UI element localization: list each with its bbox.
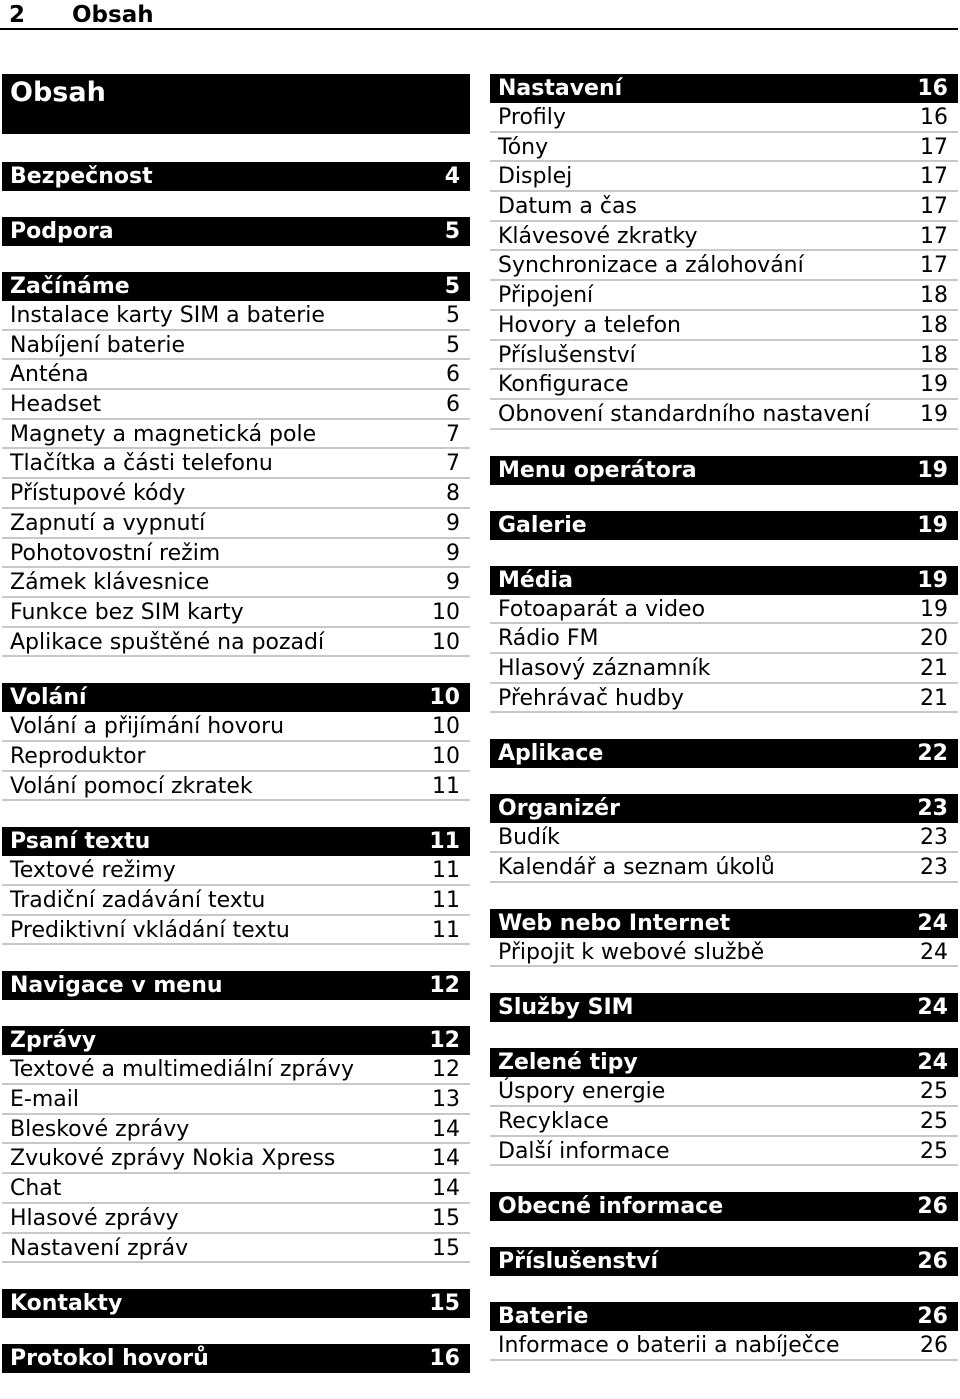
section-page-number: 22 [917,741,948,767]
toc-entry[interactable] [2,1115,470,1145]
toc-section-baterie [490,1302,958,1361]
page-number: 2 [9,2,26,28]
section-title: Aplikace [498,741,604,767]
entry-page-number: 18 [920,312,948,338]
entry-page-number: 7 [446,451,460,477]
toc-section-zpravy [2,1026,470,1263]
toc-entry[interactable] [2,742,470,772]
entry-label: Chat [10,1176,62,1202]
section-page-number: 5 [444,274,460,299]
toc-entry[interactable] [2,301,470,331]
toc-section-heading[interactable] [490,456,958,485]
section-page-number: 4 [444,164,460,189]
toc-section-nastaveni [490,74,958,430]
entry-page-number: 19 [920,372,948,398]
section-title: Podpora [10,219,114,244]
toc-entry[interactable] [2,1204,470,1234]
toc-section-obecne-informace [490,1192,958,1221]
section-page-number: 12 [429,1028,460,1054]
section-title: Obecné informace [498,1194,724,1220]
entry-label: Tóny [498,134,549,160]
toc-entry[interactable] [2,449,470,479]
section-title: Volání [10,685,87,711]
entry-page-number: 10 [432,743,460,769]
section-title: Navigace v menu [10,973,223,999]
entry-label: Bleskové zprávy [10,1116,190,1142]
section-page-number: 16 [429,1346,460,1372]
toc-section-organizer [490,794,958,882]
entry-page-number: 21 [920,655,948,681]
entry-label: Pohotovostní režim [10,540,221,566]
entry-label: Hovory a telefon [498,312,681,338]
toc-entry[interactable] [490,281,958,311]
entry-page-number: 5 [446,303,460,328]
toc-entry[interactable] [490,192,958,222]
toc-entry[interactable] [2,1234,470,1264]
entry-page-number: 25 [920,1079,948,1105]
toc-entry[interactable] [2,1144,470,1174]
toc-section-galerie [490,511,958,540]
toc-entry[interactable] [2,916,470,946]
entry-label: Tlačítka a části telefonu [10,451,273,477]
toc-entry[interactable] [2,628,470,658]
entry-page-number: 12 [432,1057,460,1083]
entry-label: Příslušenství [498,342,636,368]
entry-label: Tradiční zadávání textu [10,888,266,913]
section-page-number: 24 [917,910,948,936]
toc-section-heading[interactable] [2,217,470,246]
toc-section-volani [2,683,470,801]
section-title: Menu operátora [498,457,697,483]
section-page-number: 5 [444,219,460,244]
entry-page-number: 13 [432,1087,460,1113]
entry-page-number: 17 [920,134,948,160]
section-title: Protokol hovorů [10,1346,209,1372]
toc-section-heading[interactable] [2,162,470,191]
entry-page-number: 24 [920,939,948,965]
entry-page-number: 21 [920,685,948,711]
toc-entry[interactable] [490,370,958,400]
entry-page-number: 16 [920,105,948,130]
entry-label: Připojit k webové službě [498,939,765,965]
toc-section-web-nebo-internet [490,909,958,968]
toc-entry[interactable] [490,341,958,371]
section-page-number: 19 [917,457,948,483]
section-title: Nastavení [498,76,623,101]
toc-entry[interactable] [2,479,470,509]
entry-label: Fotoaparát a video [498,596,706,622]
entry-page-number: 9 [446,510,460,536]
section-page-number: 24 [917,1050,948,1076]
toc-section-navigace-v-menu [2,971,470,1000]
entry-label: Prediktivní vkládání textu [10,917,290,943]
entry-page-number: 17 [920,223,948,249]
toc-entry[interactable] [490,823,958,853]
toc-right-column [490,74,958,1387]
entry-page-number: 23 [920,825,948,851]
toc-section-heading[interactable] [2,1289,470,1318]
entry-page-number: 25 [920,1138,948,1164]
toc-entry[interactable] [2,539,470,569]
section-title: Služby SIM [498,995,634,1021]
toc-entry[interactable] [2,568,470,598]
toc-left-column [2,74,470,1399]
toc-entry[interactable] [2,331,470,361]
entry-label: Textové režimy [10,858,176,884]
section-title: Bezpečnost [10,164,153,189]
toc-entry[interactable] [490,222,958,252]
entry-label: Textové a multimediální zprávy [10,1057,354,1083]
toc-section-aplikace [490,739,958,768]
entry-label: Headset [10,392,102,418]
entry-label: Volání pomocí zkratek [10,773,253,799]
entry-label: Konfigurace [498,372,629,398]
toc-section-heading[interactable] [490,1247,958,1276]
toc-entry[interactable] [2,1174,470,1204]
entry-page-number: 18 [920,342,948,368]
section-page-number: 23 [917,796,948,822]
toc-section-heading[interactable] [490,566,958,595]
entry-page-number: 7 [446,421,460,447]
toc-title: Obsah [2,74,470,134]
toc-section-psani-textu [2,827,470,945]
section-title: Galerie [498,512,587,538]
toc-section-kontakty [2,1289,470,1318]
entry-page-number: 6 [446,392,460,418]
section-title: Psaní textu [10,829,151,855]
toc-entry[interactable] [490,654,958,684]
entry-page-number: 14 [432,1146,460,1172]
toc-entry[interactable] [2,598,470,628]
entry-label: E-mail [10,1087,79,1113]
toc-section-heading[interactable] [490,74,958,103]
entry-page-number: 11 [432,888,460,913]
entry-label: Obnovení standardního nastavení [498,401,870,427]
toc-entry[interactable] [2,712,470,742]
toc-entry[interactable] [2,360,470,390]
entry-label: Volání a přijímání hovoru [10,714,285,740]
toc-entry[interactable] [2,1085,470,1115]
toc-section-zaciname [2,272,470,657]
entry-label: Zvukové zprávy Nokia Xpress [10,1146,336,1172]
entry-page-number: 23 [920,855,948,880]
section-title: Začínáme [10,274,130,299]
toc-entry[interactable] [2,856,470,886]
entry-page-number: 11 [432,858,460,884]
entry-page-number: 6 [446,362,460,388]
section-page-number: 26 [917,1249,948,1275]
section-page-number: 19 [917,567,948,593]
entry-label: Instalace karty SIM a baterie [10,303,325,328]
entry-label: Magnety a magnetická pole [10,421,317,447]
section-title: Organizér [498,796,620,822]
toc-entry[interactable] [2,390,470,420]
entry-label: Displej [498,164,573,190]
toc-entry[interactable] [490,400,958,430]
toc-entry[interactable] [2,420,470,450]
toc-entry[interactable] [490,1331,958,1361]
entry-page-number: 25 [920,1109,948,1135]
section-page-number: 26 [917,1304,948,1330]
page-title: Obsah [72,2,154,28]
toc-entry[interactable] [490,1077,958,1107]
toc-entry[interactable] [2,509,470,539]
entry-label: Aplikace spuštěné na pozadí [10,629,325,655]
toc-section-heading[interactable] [490,909,958,938]
section-page-number: 24 [917,995,948,1021]
toc-section-heading[interactable] [2,827,470,856]
toc-entry[interactable] [490,133,958,163]
entry-page-number: 10 [432,599,460,625]
entry-label: Synchronizace a zálohování [498,253,804,279]
toc-section-heading[interactable] [490,1048,958,1077]
section-page-number: 10 [429,685,460,711]
section-title: Příslušenství [498,1249,658,1275]
toc-section-heading[interactable] [2,1026,470,1055]
section-title: Média [498,567,573,593]
section-page-number: 26 [917,1194,948,1220]
toc-entry[interactable] [490,624,958,654]
section-page-number: 12 [429,973,460,999]
entry-page-number: 10 [432,714,460,740]
toc-entry[interactable] [490,938,958,968]
entry-label: Profily [498,105,566,130]
entry-page-number: 17 [920,194,948,220]
entry-label: Hlasové zprávy [10,1205,179,1231]
entry-label: Klávesové zkratky [498,223,698,249]
entry-label: Úspory energie [498,1079,666,1105]
toc-section-heading[interactable] [2,971,470,1000]
toc-section-heading[interactable] [490,993,958,1022]
entry-label: Zámek klávesnice [10,570,210,596]
entry-page-number: 11 [432,917,460,943]
toc-entry[interactable] [490,853,958,883]
toc-entry[interactable] [2,886,470,916]
toc-section-heading[interactable] [490,511,958,540]
toc-entry[interactable] [2,772,470,802]
entry-label: Recyklace [498,1109,609,1135]
entry-page-number: 9 [446,540,460,566]
entry-label: Kalendář a seznam úkolů [498,855,775,880]
entry-label: Přehrávač hudby [498,685,684,711]
toc-section-bezpecnost [2,162,470,191]
toc-entry[interactable] [490,1107,958,1137]
entry-label: Zapnutí a vypnutí [10,510,206,536]
toc-entry[interactable] [490,251,958,281]
entry-label: Datum a čas [498,194,637,220]
entry-label: Funkce bez SIM karty [10,599,244,625]
section-page-number: 15 [429,1291,460,1317]
entry-page-number: 14 [432,1116,460,1142]
toc-section-media [490,566,958,714]
toc-section-sluzby-sim [490,993,958,1022]
entry-page-number: 5 [446,332,460,358]
toc-section-protokol-hovoru [2,1344,470,1373]
entry-label: Přístupové kódy [10,481,186,507]
entry-label: Další informace [498,1138,670,1164]
toc-section-zelene-tipy [490,1048,958,1166]
entry-page-number: 11 [432,773,460,799]
page-header [0,0,958,30]
entry-page-number: 15 [432,1235,460,1261]
entry-label: Hlasový záznamník [498,655,711,681]
section-page-number: 16 [917,76,948,101]
section-title: Web nebo Internet [498,910,731,936]
section-title: Zelené tipy [498,1050,638,1076]
entry-page-number: 17 [920,164,948,190]
entry-page-number: 20 [920,626,948,652]
entry-page-number: 10 [432,629,460,655]
toc-entry[interactable] [490,162,958,192]
entry-label: Budík [498,825,560,851]
toc-section-heading[interactable] [490,1302,958,1331]
entry-label: Nastavení zpráv [10,1235,189,1261]
toc-section-heading[interactable] [2,272,470,301]
toc-entry[interactable] [2,1055,470,1085]
toc-section-heading[interactable] [490,1192,958,1221]
entry-label: Reproduktor [10,743,146,769]
entry-page-number: 17 [920,253,948,279]
entry-page-number: 15 [432,1205,460,1231]
toc-entry[interactable] [490,595,958,625]
section-page-number: 19 [917,512,948,538]
toc-entry[interactable] [490,311,958,341]
entry-label: Připojení [498,283,594,309]
toc-section-heading[interactable] [2,683,470,712]
entry-page-number: 9 [446,570,460,596]
entry-label: Nabíjení baterie [10,332,186,358]
section-title: Zprávy [10,1028,97,1054]
entry-page-number: 19 [920,596,948,622]
section-title: Baterie [498,1304,589,1330]
entry-label: Rádio FM [498,626,599,652]
entry-page-number: 14 [432,1176,460,1202]
toc-section-heading[interactable] [490,739,958,768]
entry-label: Informace o baterii a nabíječce [498,1333,840,1359]
toc-entry[interactable] [490,684,958,714]
section-title: Kontakty [10,1291,123,1317]
entry-page-number: 8 [446,481,460,507]
section-page-number: 11 [429,829,460,855]
entry-label: Anténa [10,362,89,388]
toc-section-heading[interactable] [490,794,958,823]
entry-page-number: 18 [920,283,948,309]
toc-section-prislusenstvi [490,1247,958,1276]
toc-section-menu-operatora [490,456,958,485]
entry-page-number: 26 [920,1333,948,1359]
toc-entry[interactable] [490,103,958,133]
toc-entry[interactable] [490,1137,958,1167]
toc-section-podpora [2,217,470,246]
entry-page-number: 19 [920,401,948,427]
toc-section-heading[interactable] [2,1344,470,1373]
